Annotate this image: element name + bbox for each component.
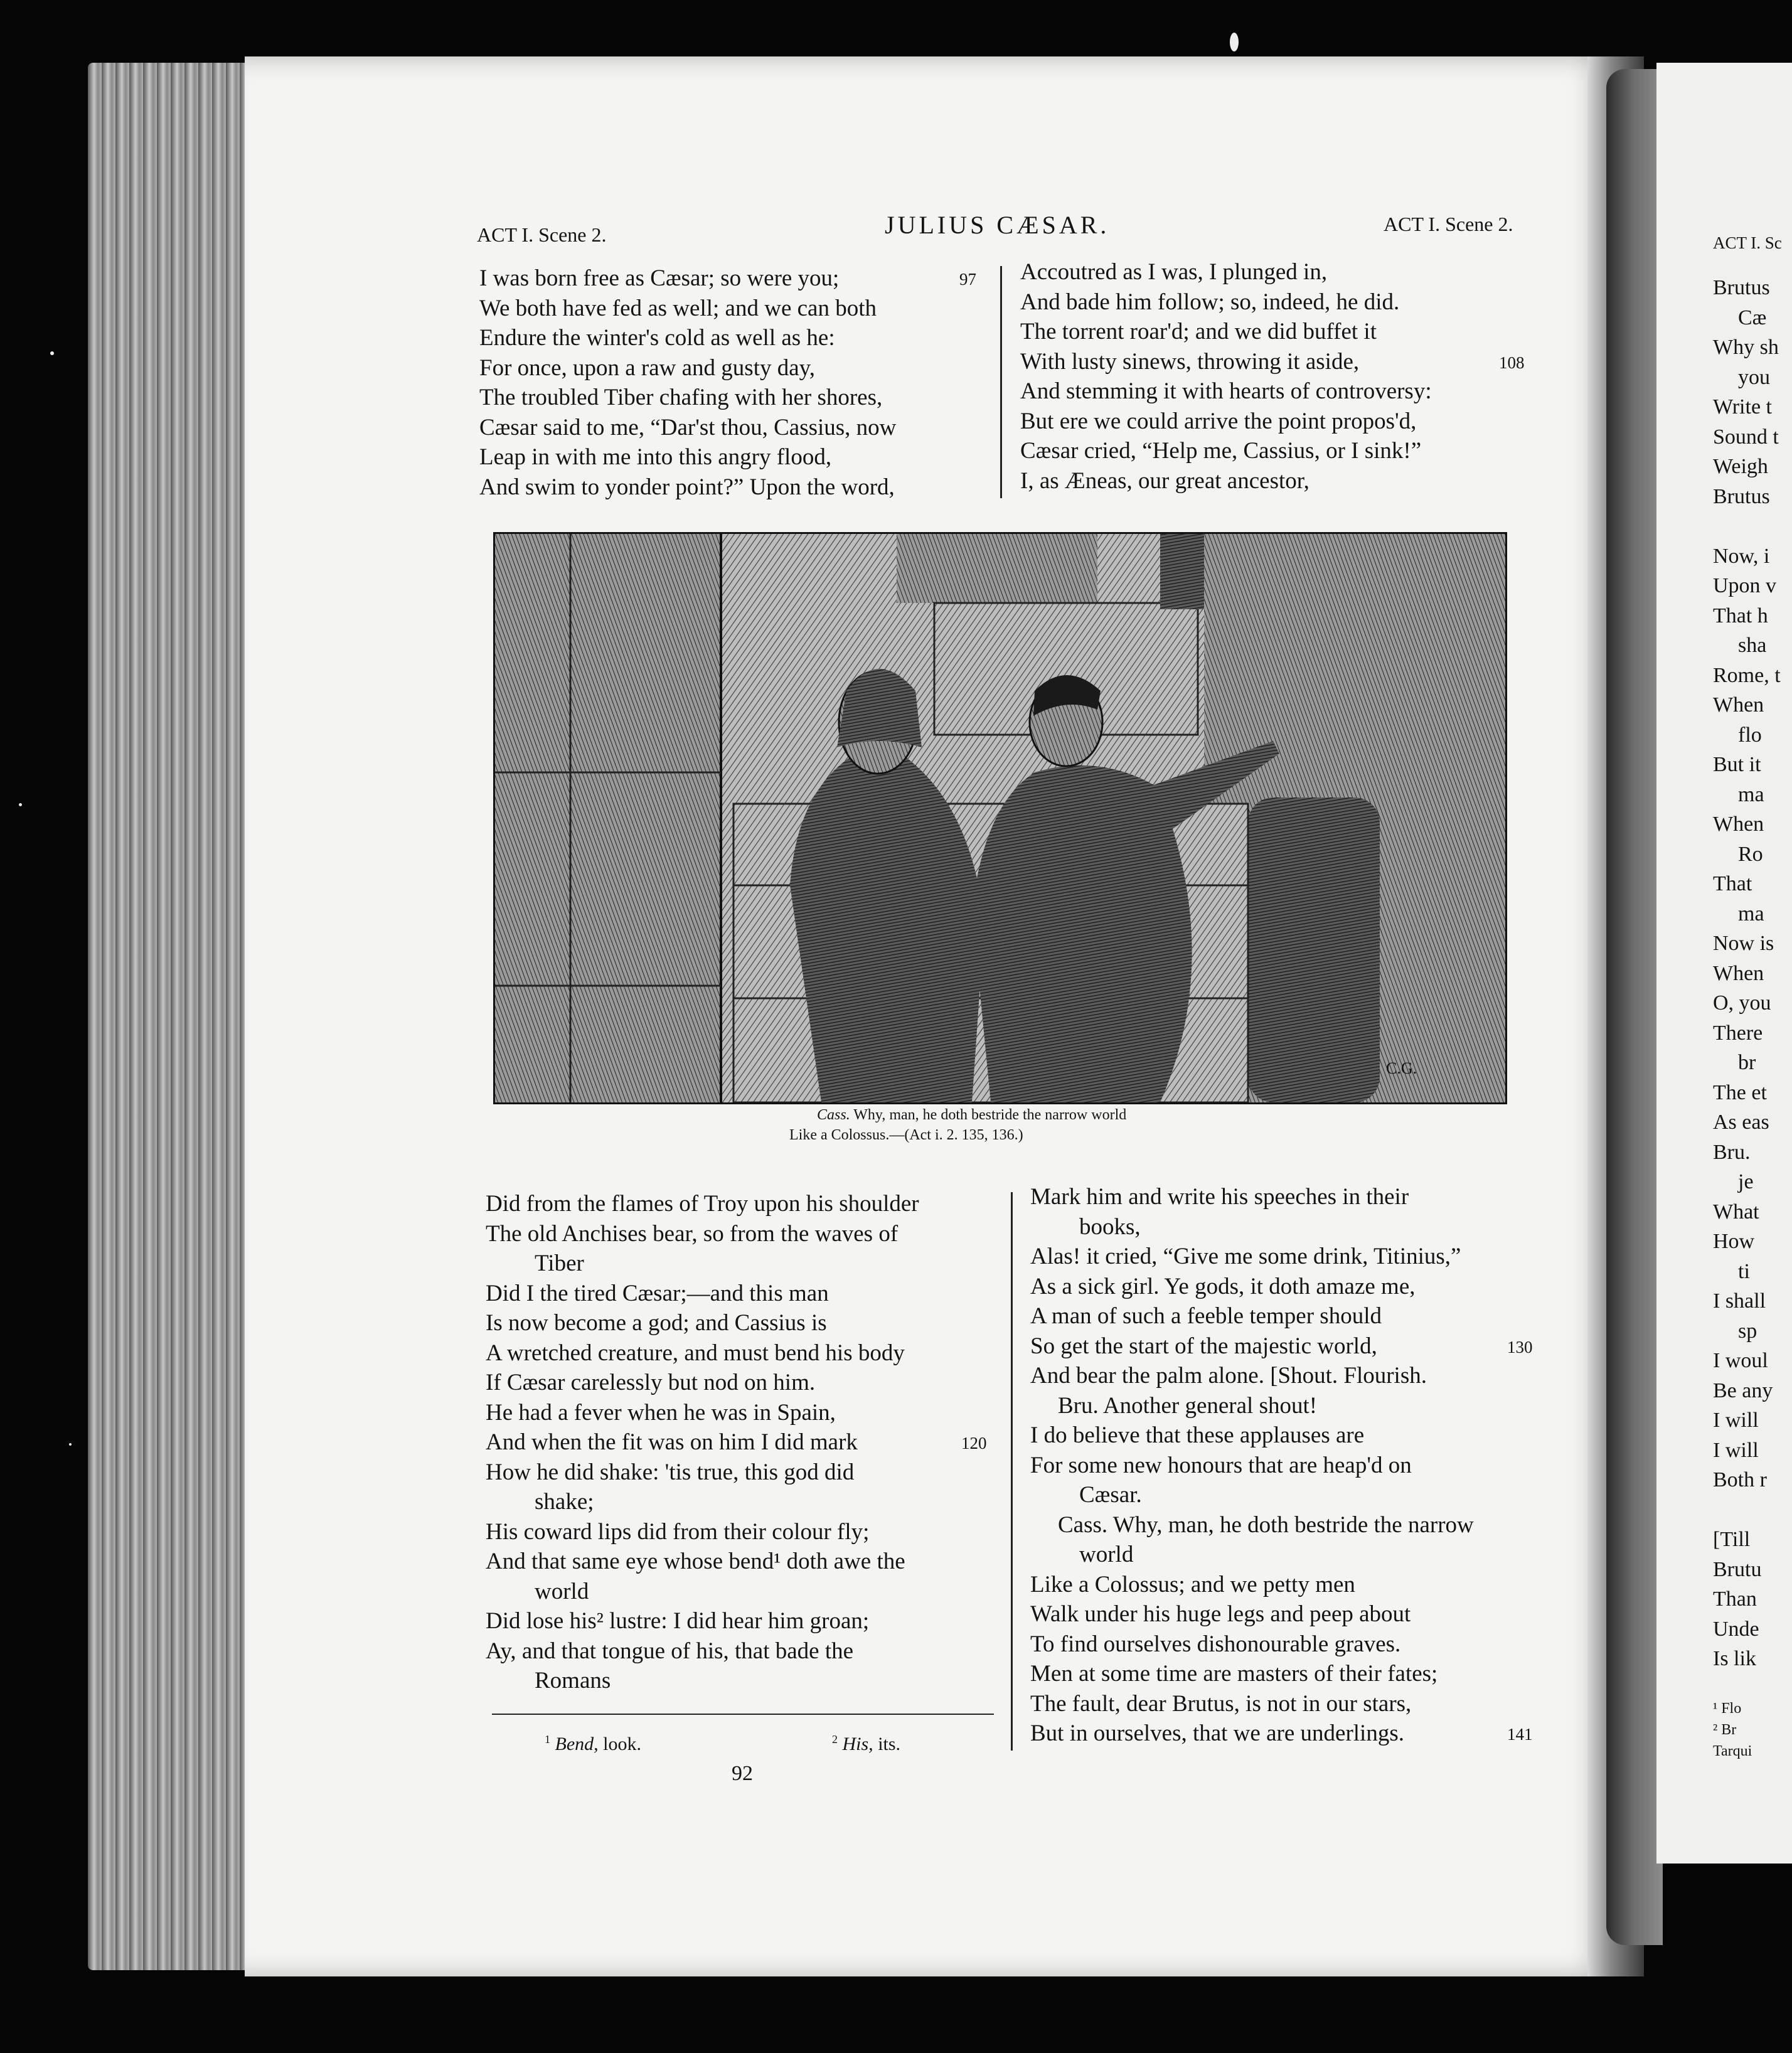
facing-page-line: Sound t <box>1713 425 1779 449</box>
facing-page-line: Be any <box>1713 1378 1773 1402</box>
facing-page-header: ACT I. Sc <box>1713 233 1782 252</box>
verse-line <box>486 1487 919 1517</box>
line-number: 108 <box>1499 353 1525 372</box>
verse-line <box>479 383 896 413</box>
verse-line <box>486 1249 919 1279</box>
facing-page-line: Bru. <box>1713 1140 1751 1164</box>
facing-page-line: Weigh <box>1713 455 1768 478</box>
verse-line-text: For once, upon a raw and gusty day, <box>479 355 816 381</box>
verse-line-text: Did I the tired Cæsar;—and this man <box>486 1280 829 1306</box>
book-page-edges <box>88 63 251 1970</box>
verse-line-text: Men at some time are masters of their fates; <box>1030 1661 1438 1687</box>
verse-line-text: A man of such a feeble temper should <box>1030 1303 1382 1329</box>
verse-line <box>1030 1212 1474 1242</box>
facing-page-line: I will <box>1713 1409 1759 1432</box>
facing-page-line: ma <box>1738 782 1764 806</box>
dust-speck <box>19 803 22 806</box>
facing-page-line: Now, i <box>1713 544 1770 568</box>
caption-speaker: Cass. <box>817 1107 850 1123</box>
running-header-right: ACT I. Scene 2. <box>1384 213 1513 235</box>
verse-line <box>486 1577 919 1607</box>
verse-line-text: His coward lips did from their colour fly; <box>486 1518 870 1545</box>
column-rule-bottom <box>1011 1192 1013 1751</box>
verse-line-text: How he did shake: 'tis true, this god did <box>486 1459 855 1485</box>
verse-line <box>486 1308 919 1338</box>
running-header-title: JULIUS CÆSAR. <box>885 211 1110 239</box>
verse-line <box>1030 1391 1474 1421</box>
verse-line <box>1030 1480 1474 1510</box>
column-rule-top <box>1000 266 1002 498</box>
verse-line <box>1030 1242 1474 1272</box>
verse-line-text: I was born free as Cæsar; so were you; <box>479 265 840 291</box>
facing-page-line: ti <box>1738 1259 1750 1283</box>
verse-line <box>1030 1719 1533 1749</box>
verse-line-text: I, as Æneas, our great ancestor, <box>1020 467 1309 494</box>
verse-line <box>1030 1510 1474 1540</box>
verse-line-text: So get the start of the majestic world, <box>1030 1333 1377 1359</box>
dust-speck <box>69 1443 72 1446</box>
verse-line-text: Ay, and that tongue of his, that bade the <box>486 1638 854 1664</box>
verse-line <box>486 1427 987 1458</box>
verse-line-text: I do believe that these applauses are <box>1030 1422 1365 1448</box>
verse-line <box>479 353 896 383</box>
verse-line-text: As a sick girl. Ye gods, it doth amaze me, <box>1030 1273 1416 1299</box>
facing-page-line: How <box>1713 1230 1755 1253</box>
verse-line <box>1020 257 1432 287</box>
verse-line-text: Tiber <box>535 1250 584 1276</box>
verse-line-text: And swim to yonder point?” Upon the word, <box>479 474 895 500</box>
facing-page-line: Why sh <box>1713 336 1779 359</box>
facing-page-line: I will <box>1713 1438 1759 1462</box>
verse-line-text: world <box>535 1578 589 1604</box>
verse-line-text: Endure the winter's cold as well as he: <box>479 325 835 351</box>
line-number: 141 <box>1507 1725 1533 1744</box>
engraving-illustration <box>493 532 1507 1104</box>
dust-speck <box>1230 33 1239 51</box>
verse-line-text: And bear the palm alone. [Shout. Flourish. <box>1030 1363 1427 1389</box>
footnote-1 <box>545 1733 641 1755</box>
verse-line-text: Like a Colossus; and we petty men <box>1030 1571 1355 1597</box>
footnote-rule <box>492 1714 994 1715</box>
facing-page-line: Rome, t <box>1713 663 1781 687</box>
verse-line-text: Did lose his² lustre: I did hear him groan; <box>486 1608 870 1634</box>
verse-line <box>1030 1659 1474 1689</box>
footnote-1-term: Bend, <box>555 1734 599 1754</box>
verse-line <box>1030 1629 1474 1660</box>
verse-line-text: Is now become a god; and Cassius is <box>486 1310 827 1336</box>
verse-line <box>1020 317 1432 347</box>
verse-line-text: Accoutred as I was, I plunged in, <box>1020 259 1328 285</box>
verse-line <box>479 413 896 443</box>
verse-line <box>1020 466 1432 496</box>
footnote-2-term: His, <box>842 1734 873 1754</box>
verse-line-text: Cass. Why, man, he doth bestride the narrow <box>1058 1512 1474 1538</box>
verse-line-text: And that same eye whose bend¹ doth awe the <box>486 1549 905 1574</box>
running-header-left: ACT I. Scene 2. <box>477 223 607 246</box>
verse-line <box>1030 1689 1474 1719</box>
verse-column-top-right <box>1020 257 1525 496</box>
verse-line <box>479 442 896 472</box>
binding-shadow <box>1606 69 1663 1945</box>
facing-page-line: br <box>1738 1051 1756 1074</box>
verse-line-text: Romans <box>535 1668 611 1693</box>
facing-page-line: When <box>1713 961 1764 985</box>
verse-line <box>1020 347 1525 377</box>
verse-line <box>479 294 896 324</box>
verse-line <box>486 1279 919 1309</box>
facing-page-line: When <box>1713 693 1764 717</box>
facing-page-line: Write t <box>1713 395 1772 419</box>
facing-page-line: When <box>1713 813 1764 836</box>
verse-line-text: With lusty sinews, throwing it aside, <box>1020 348 1360 375</box>
facing-page-line: That h <box>1713 604 1768 627</box>
verse-line <box>479 472 896 503</box>
facing-page-line: ma <box>1738 902 1764 925</box>
dust-speck <box>50 351 54 355</box>
facing-page-line: What <box>1713 1200 1759 1224</box>
facing-page-line: I woul <box>1713 1349 1768 1372</box>
verse-line <box>1030 1182 1474 1212</box>
verse-line <box>1020 436 1432 466</box>
facing-page-line: you <box>1738 365 1770 389</box>
facing-page-line: As eas <box>1713 1111 1769 1134</box>
facing-page-line: Brutus <box>1713 484 1770 508</box>
verse-line-text: Cæsar said to me, “Dar'st thou, Cassius, now <box>479 414 897 440</box>
verse-column-bottom-left <box>486 1189 987 1696</box>
verse-line <box>1020 287 1432 317</box>
verse-line-text: Cæsar cried, “Help me, Cassius, or I sink!” <box>1020 438 1422 464</box>
footnote-1-mark: 1 <box>545 1733 550 1746</box>
verse-line <box>479 323 896 353</box>
facing-page-line: But it <box>1713 753 1761 776</box>
facing-page-line: flo <box>1738 723 1762 747</box>
verse-line-text: A wretched creature, and must bend his body <box>486 1340 905 1366</box>
verse-line <box>479 264 976 294</box>
facing-page-footnote: ¹ Flo <box>1713 1700 1742 1717</box>
facing-page-line: Is lik <box>1713 1647 1756 1670</box>
verse-line-text: But ere we could arrive the point propos'd, <box>1020 408 1417 434</box>
facing-page-line: Brutu <box>1713 1557 1762 1581</box>
verse-line <box>486 1666 919 1696</box>
line-number: 97 <box>959 270 976 289</box>
facing-page-line: Unde <box>1713 1617 1759 1641</box>
facing-page-line: Upon v <box>1713 574 1777 597</box>
verse-line <box>1030 1331 1533 1362</box>
verse-line-text: shake; <box>535 1489 594 1515</box>
engraving-drawing <box>495 534 1505 1102</box>
footnote-2 <box>832 1733 900 1755</box>
facing-page-line: Cæ <box>1738 306 1767 329</box>
facing-page-line: [Till <box>1713 1528 1751 1551</box>
verse-line <box>486 1636 919 1666</box>
facing-page-line: Ro <box>1738 842 1763 866</box>
verse-line-text: And stemming it with hearts of controversy: <box>1020 378 1432 404</box>
footnote-2-mark: 2 <box>832 1733 838 1746</box>
facing-page-line: I shall <box>1713 1289 1766 1313</box>
facing-page-line: je <box>1738 1170 1754 1193</box>
facing-page-line: Now is <box>1713 932 1774 955</box>
verse-line <box>486 1398 919 1428</box>
facing-page-footnote: ² Br <box>1713 1722 1737 1738</box>
verse-line-text: He had a fever when he was in Spain, <box>486 1399 836 1426</box>
verse-line-text: Leap in with me into this angry flood, <box>479 444 832 470</box>
verse-line <box>486 1189 919 1219</box>
illustration-caption-line1 <box>817 1107 1126 1124</box>
verse-column-top-left <box>479 264 976 502</box>
verse-line-text: Mark him and write his speeches in their <box>1030 1184 1409 1210</box>
verse-line-text: The torrent roar'd; and we did buffet it <box>1020 319 1377 344</box>
footnote-2-gloss: its. <box>878 1734 901 1754</box>
verse-line-text: Did from the flames of Troy upon his shoulder <box>486 1191 919 1217</box>
verse-line-text: Walk under his huge legs and peep about <box>1030 1601 1411 1627</box>
verse-line <box>486 1458 919 1488</box>
verse-line-text: But in ourselves, that we are underlings. <box>1030 1720 1404 1746</box>
artist-monogram: C.G. <box>1386 1059 1417 1077</box>
facing-page-line: O, you <box>1713 991 1771 1015</box>
verse-line-text: To find ourselves dishonourable graves. <box>1030 1631 1401 1657</box>
verse-line-text: The fault, dear Brutus, is not in our stars, <box>1030 1690 1412 1717</box>
verse-line <box>1030 1421 1474 1451</box>
verse-line-text: world <box>1079 1542 1134 1567</box>
verse-line <box>1030 1570 1474 1600</box>
illustration-caption-line2: Like a Colossus.—(Act i. 2. 135, 136.) <box>789 1127 1023 1143</box>
verse-line <box>1020 407 1432 437</box>
caption-text-1: Why, man, he doth bestride the narrow world <box>853 1107 1127 1123</box>
verse-line <box>486 1368 919 1398</box>
verse-line <box>486 1517 919 1547</box>
verse-line <box>486 1606 919 1636</box>
verse-line-text: The old Anchises bear, so from the waves of <box>486 1220 899 1247</box>
verse-line-text: And when the fit was on him I did mark <box>486 1429 858 1455</box>
verse-line-text: And bade him follow; so, indeed, he did. <box>1020 289 1400 315</box>
line-number: 120 <box>961 1434 987 1453</box>
verse-line-text: Alas! it cried, “Give me some drink, Titinius,” <box>1030 1244 1461 1269</box>
verse-line <box>1030 1272 1474 1302</box>
verse-column-bottom-right <box>1030 1182 1533 1749</box>
facing-page-line: There <box>1713 1021 1763 1045</box>
verse-line <box>1030 1361 1474 1391</box>
facing-page-line: Brutus <box>1713 276 1770 299</box>
verse-line <box>1030 1599 1474 1629</box>
page-number: 92 <box>732 1762 753 1785</box>
facing-page-line: The et <box>1713 1080 1767 1104</box>
verse-line <box>486 1338 919 1368</box>
facing-page-line: Both r <box>1713 1468 1767 1491</box>
facing-page-line: sp <box>1738 1319 1757 1343</box>
verse-line-text: books, <box>1079 1213 1141 1240</box>
verse-line-text: If Cæsar carelessly but nod on him. <box>486 1370 816 1395</box>
verse-line <box>486 1547 919 1577</box>
verse-line <box>1030 1540 1474 1570</box>
facing-page-line: That <box>1713 872 1752 895</box>
line-number: 130 <box>1507 1337 1533 1357</box>
verse-line-text: Cæsar. <box>1079 1482 1142 1508</box>
verse-line-text: The troubled Tiber chafing with her shores, <box>479 385 883 410</box>
verse-line-text: We both have fed as well; and we can both <box>479 295 877 321</box>
verse-line-text: For some new honours that are heap'd on <box>1030 1452 1412 1478</box>
facing-page-line: Than <box>1713 1587 1757 1611</box>
verse-line <box>1030 1301 1474 1331</box>
verse-line <box>1030 1451 1474 1481</box>
verse-line <box>1020 376 1432 407</box>
footnote-1-gloss: look. <box>603 1734 641 1754</box>
verse-line <box>486 1219 919 1249</box>
facing-page-footnote: Tarqui <box>1713 1743 1752 1759</box>
facing-page-line: sha <box>1738 634 1767 657</box>
verse-line-text: Bru. Another general shout! <box>1058 1392 1318 1419</box>
